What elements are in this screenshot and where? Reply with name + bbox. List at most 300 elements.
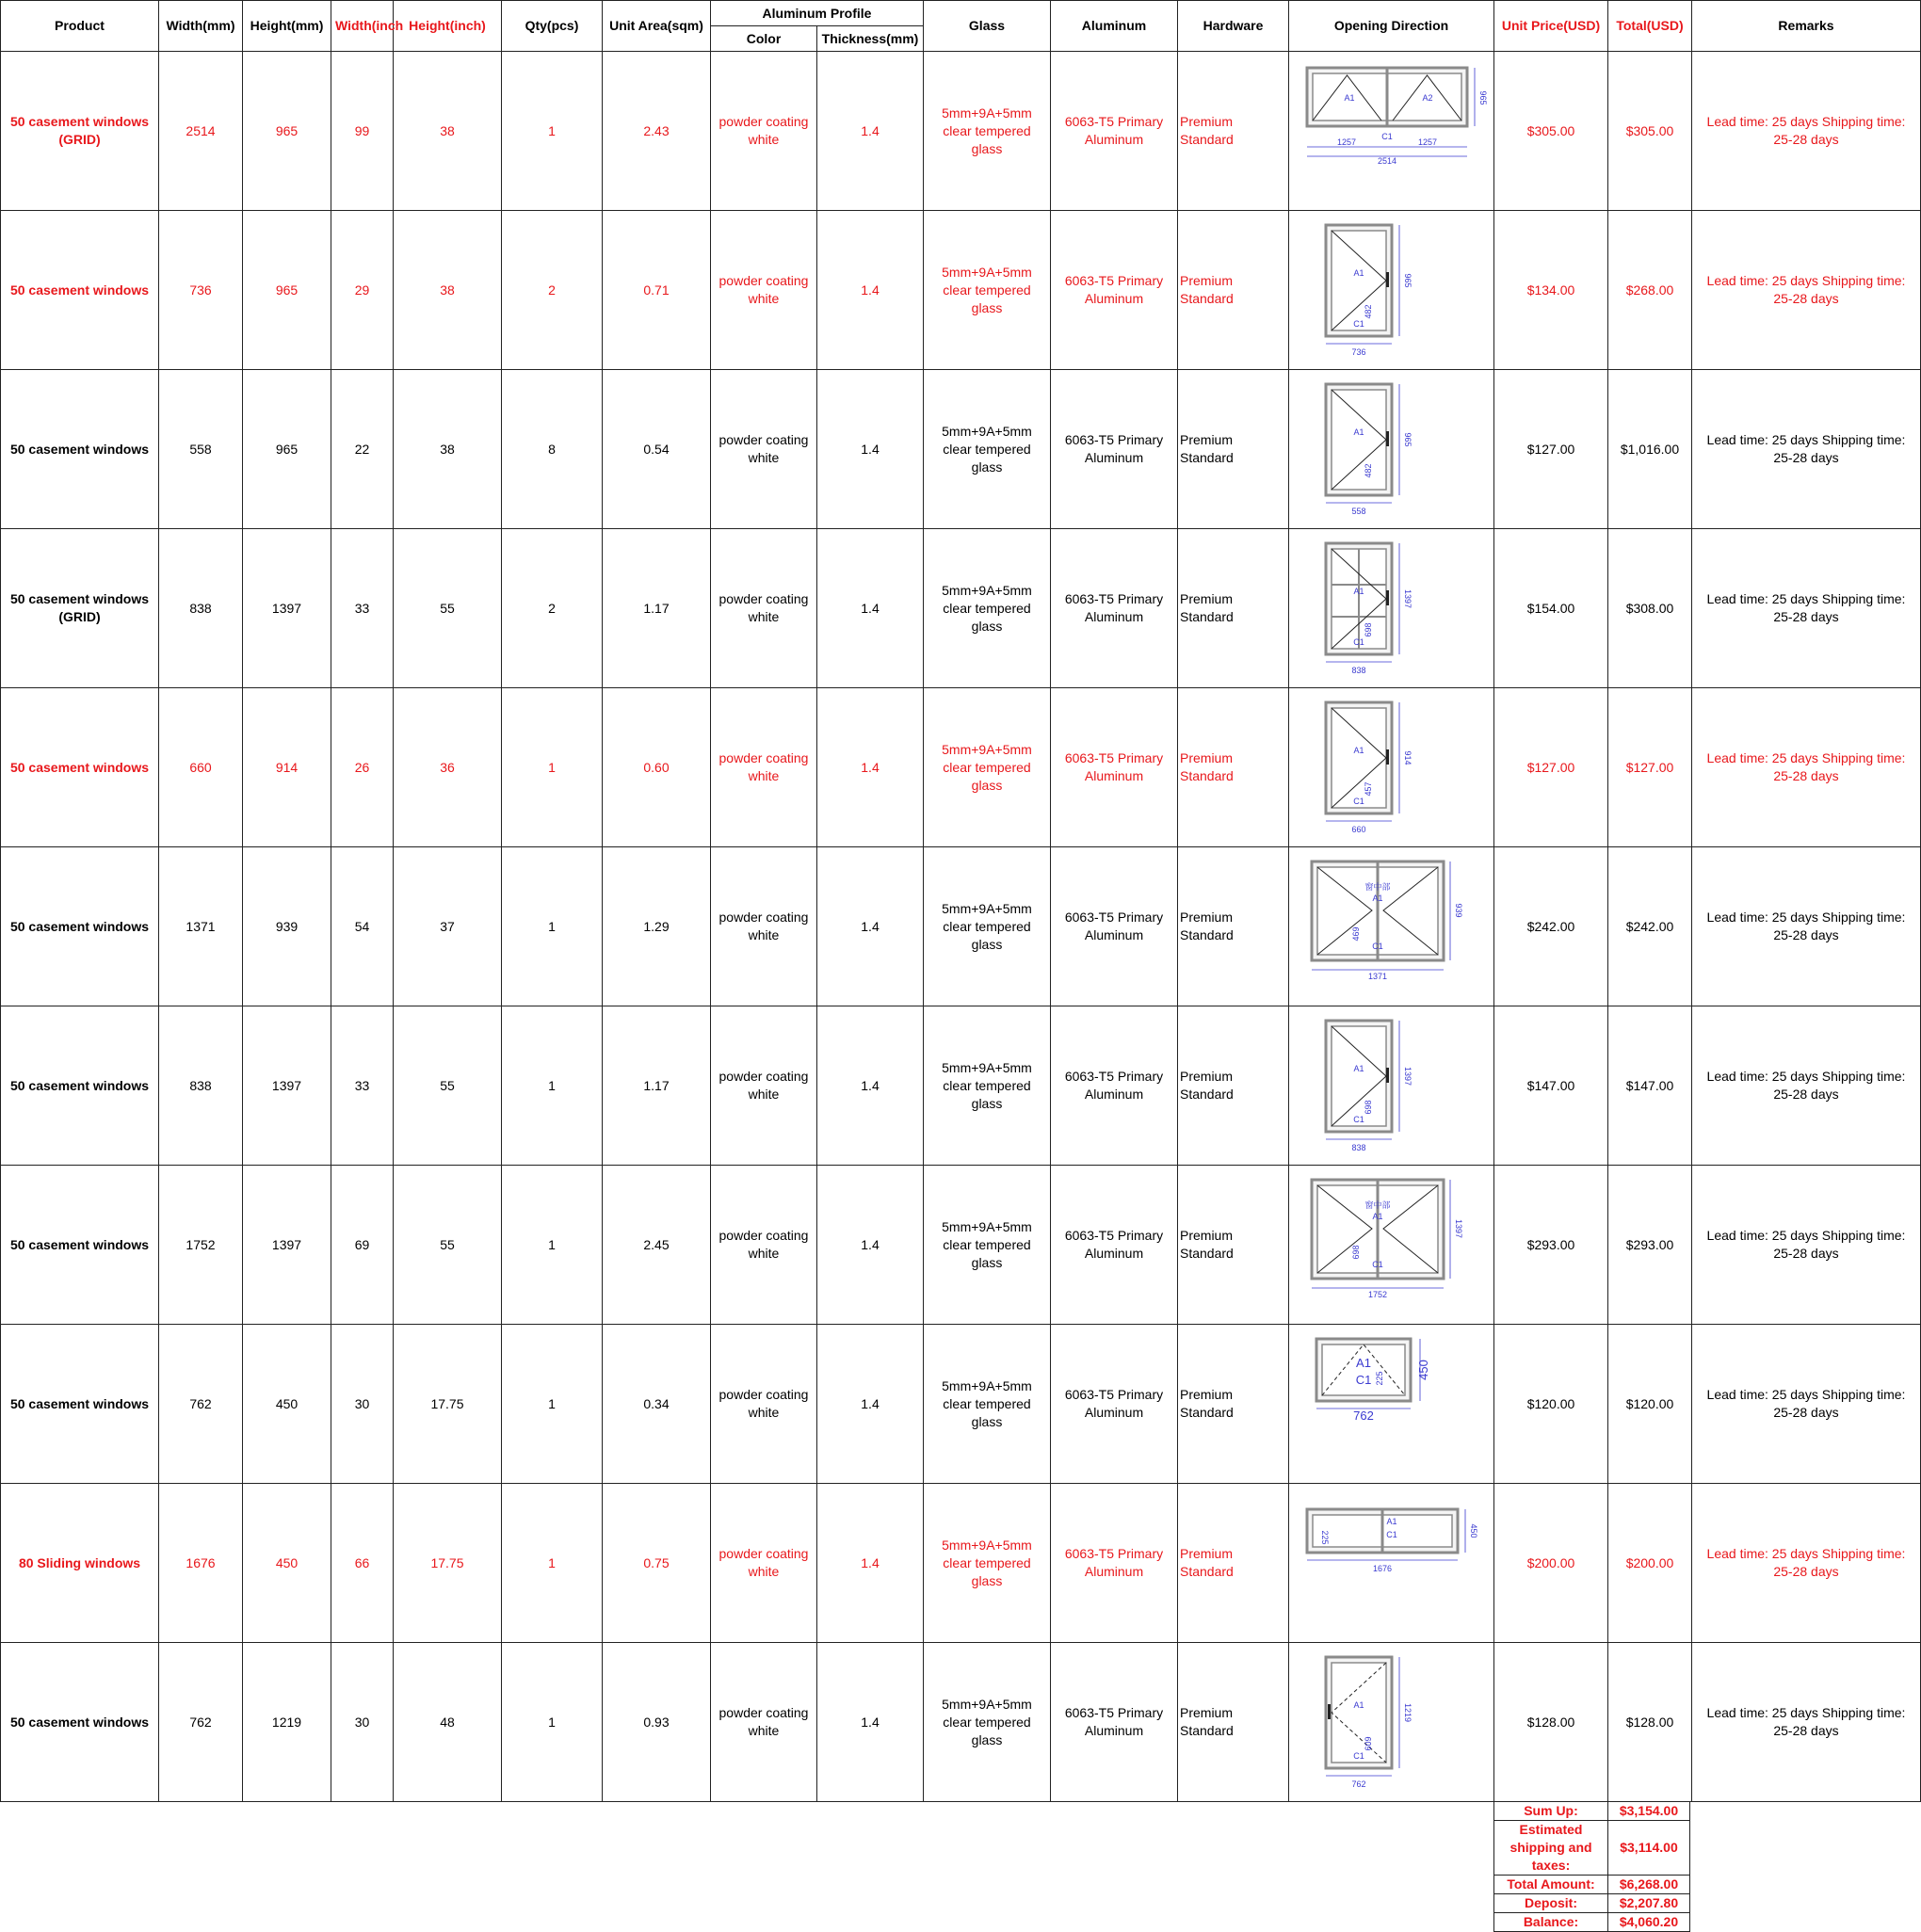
cell-unit-price: $134.00 (1494, 211, 1608, 370)
cell-unit-price: $147.00 (1494, 1006, 1608, 1166)
cell-qty: 1 (502, 1643, 603, 1802)
cell-product: 50 casement windows (1, 688, 159, 847)
window-diagram-svg (1298, 1013, 1486, 1159)
cell-total: $147.00 (1608, 1006, 1692, 1166)
diagram-label: 736 (1350, 346, 1366, 357)
cell-hardware: Premium Standard (1178, 847, 1289, 1006)
cell-glass: 5mm+9A+5mm clear tempered glass (924, 211, 1051, 370)
header-height-inch: Height(inch) (394, 1, 502, 52)
cell-aluminum: 6063-T5 Primary Aluminum (1051, 1484, 1178, 1643)
cell-product: 80 Sliding windows (1, 1484, 159, 1643)
cell-unit-area: 1.17 (603, 529, 711, 688)
diagram-label: 1676 (1372, 1563, 1392, 1573)
cell-qty: 1 (502, 1006, 603, 1166)
cell-hardware: Premium Standard (1178, 211, 1289, 370)
diagram-label: 558 (1350, 506, 1366, 516)
cell-glass: 5mm+9A+5mm clear tempered glass (924, 1325, 1051, 1484)
window-diagram (1326, 225, 1412, 357)
diagram-label: 窗中部 (1364, 881, 1391, 892)
cell-glass: 5mm+9A+5mm clear tempered glass (924, 529, 1051, 688)
cell-remarks: Lead time: 25 days Shipping time: 25-28 days (1692, 529, 1921, 688)
cell-remarks: Lead time: 25 days Shipping time: 25-28 days (1692, 1325, 1921, 1484)
cell-width-mm: 762 (159, 1643, 243, 1802)
header-opening-direction: Opening Direction (1289, 1, 1494, 52)
cell-product: 50 casement windows (GRID) (1, 52, 159, 211)
cell-glass: 5mm+9A+5mm clear tempered glass (924, 1484, 1051, 1643)
cell-aluminum: 6063-T5 Primary Aluminum (1051, 370, 1178, 529)
cell-thickness: 1.4 (817, 688, 924, 847)
diagram-label: C1 (1352, 1114, 1364, 1124)
diagram-label: A1 (1343, 92, 1355, 103)
window-diagram-svg (1298, 377, 1486, 523)
cell-unit-price: $120.00 (1494, 1325, 1608, 1484)
cell-height-mm: 1397 (243, 1166, 331, 1325)
header-thickness: Thickness(mm) (817, 26, 924, 52)
cell-total: $293.00 (1608, 1166, 1692, 1325)
diagram-label: 2514 (1377, 155, 1396, 166)
cell-thickness: 1.4 (817, 847, 924, 1006)
cell-total: $120.00 (1608, 1325, 1692, 1484)
cell-height-mm: 965 (243, 370, 331, 529)
header-hardware: Hardware (1178, 1, 1289, 52)
handle-icon (1386, 749, 1389, 765)
diagram-label: C1 (1352, 796, 1364, 806)
diagram-label: 1397 (1453, 1218, 1463, 1238)
cell-thickness: 1.4 (817, 1484, 924, 1643)
table-row (1, 1166, 1921, 1325)
cell-thickness: 1.4 (817, 1006, 924, 1166)
cell-remarks: Lead time: 25 days Shipping time: 25-28 days (1692, 688, 1921, 847)
diagram-label: C1 (1380, 131, 1393, 141)
diagram-label: 838 (1350, 665, 1366, 675)
diagram-label: 450 (1415, 1359, 1430, 1380)
table-row (1, 1006, 1921, 1166)
cell-glass: 5mm+9A+5mm clear tempered glass (924, 370, 1051, 529)
diagram-label: 609 (1363, 1735, 1373, 1751)
cell-qty: 1 (502, 1484, 603, 1643)
diagram-label: 698 (1363, 1099, 1373, 1115)
cell-product: 50 casement windows (GRID) (1, 529, 159, 688)
summary-label: Sum Up: (1494, 1802, 1608, 1821)
diagram-label: 660 (1350, 824, 1366, 834)
cell-total: $128.00 (1608, 1643, 1692, 1802)
cell-color: powder coating white (711, 1006, 817, 1166)
cell-height-inch: 55 (394, 1006, 502, 1166)
cell-height-inch: 17.75 (394, 1325, 502, 1484)
cell-height-mm: 1397 (243, 529, 331, 688)
cell-qty: 1 (502, 52, 603, 211)
cell-unit-price: $200.00 (1494, 1484, 1608, 1643)
opening-direction-cell (1289, 847, 1494, 1006)
cell-thickness: 1.4 (817, 52, 924, 211)
diagram-label: 965 (1402, 272, 1412, 288)
window-diagram (1316, 1339, 1430, 1423)
cell-hardware: Premium Standard (1178, 688, 1289, 847)
cell-total: $268.00 (1608, 211, 1692, 370)
window-diagram-svg (1298, 1490, 1486, 1636)
cell-remarks: Lead time: 25 days Shipping time: 25-28 days (1692, 370, 1921, 529)
cell-aluminum: 6063-T5 Primary Aluminum (1051, 1006, 1178, 1166)
cell-total: $127.00 (1608, 688, 1692, 847)
cell-qty: 1 (502, 688, 603, 847)
cell-product: 50 casement windows (1, 1325, 159, 1484)
cell-width-inch: 33 (331, 1006, 394, 1166)
table-row (1, 1325, 1921, 1484)
cell-qty: 2 (502, 529, 603, 688)
cell-unit-area: 1.17 (603, 1006, 711, 1166)
cell-glass: 5mm+9A+5mm clear tempered glass (924, 1006, 1051, 1166)
diagram-label: 窗中部 (1364, 1199, 1391, 1210)
diagram-label: A1 (1352, 586, 1364, 596)
opening-direction-cell (1289, 1643, 1494, 1802)
diagram-label: A1 (1371, 1211, 1383, 1221)
cell-aluminum: 6063-T5 Primary Aluminum (1051, 688, 1178, 847)
cell-thickness: 1.4 (817, 1325, 924, 1484)
window-diagram (1326, 543, 1412, 675)
summary-value: $6,268.00 (1608, 1876, 1690, 1894)
opening-direction-cell (1289, 211, 1494, 370)
diagram-label: 482 (1363, 462, 1373, 478)
handle-icon (1386, 272, 1389, 287)
header-width-mm: Width(mm) (159, 1, 243, 52)
cell-unit-area: 2.45 (603, 1166, 711, 1325)
cell-color: powder coating white (711, 370, 817, 529)
summary-value: $3,114.00 (1608, 1821, 1690, 1876)
summary-label: Deposit: (1494, 1894, 1608, 1913)
cell-color: powder coating white (711, 1643, 817, 1802)
cell-height-inch: 17.75 (394, 1484, 502, 1643)
table-row (1, 52, 1921, 211)
cell-aluminum: 6063-T5 Primary Aluminum (1051, 211, 1178, 370)
cell-total: $1,016.00 (1608, 370, 1692, 529)
opening-direction-cell (1289, 529, 1494, 688)
cell-thickness: 1.4 (817, 529, 924, 688)
table-row (1, 211, 1921, 370)
header-qty: Qty(pcs) (502, 1, 603, 52)
handle-icon (1328, 1704, 1331, 1719)
diagram-label: 457 (1363, 781, 1373, 797)
cell-width-mm: 838 (159, 1006, 243, 1166)
diagram-label: C1 (1355, 1372, 1371, 1387)
summary-row (1494, 1821, 1690, 1876)
diagram-label: A2 (1421, 92, 1433, 103)
cell-unit-area: 0.34 (603, 1325, 711, 1484)
window-diagram (1326, 1021, 1412, 1152)
diagram-label: 482 (1363, 303, 1373, 319)
diagram-label: C1 (1352, 636, 1364, 647)
summary-row (1494, 1894, 1690, 1913)
cell-height-inch: 48 (394, 1643, 502, 1802)
summary-value: $3,154.00 (1608, 1802, 1690, 1821)
header-unit-price: Unit Price(USD) (1494, 1, 1608, 52)
cell-qty: 1 (502, 1166, 603, 1325)
header-aluminum-profile: Aluminum Profile (711, 1, 924, 26)
cell-height-inch: 37 (394, 847, 502, 1006)
diagram-label: 914 (1402, 749, 1412, 765)
diagram-label: A1 (1352, 267, 1364, 278)
opening-direction-cell (1289, 370, 1494, 529)
cell-width-mm: 2514 (159, 52, 243, 211)
diagram-label: 225 (1374, 1370, 1384, 1386)
diagram-label: C1 (1371, 1259, 1383, 1269)
window-diagram-svg (1298, 217, 1486, 363)
cell-width-inch: 99 (331, 52, 394, 211)
cell-qty: 1 (502, 847, 603, 1006)
cell-unit-area: 0.71 (603, 211, 711, 370)
cell-aluminum: 6063-T5 Primary Aluminum (1051, 529, 1178, 688)
window-diagram (1326, 384, 1412, 516)
summary-row (1494, 1802, 1690, 1821)
cell-unit-price: $128.00 (1494, 1643, 1608, 1802)
cell-color: powder coating white (711, 211, 817, 370)
cell-thickness: 1.4 (817, 211, 924, 370)
cell-height-inch: 55 (394, 1166, 502, 1325)
window-diagram (1312, 861, 1463, 981)
cell-unit-price: $127.00 (1494, 370, 1608, 529)
cell-height-inch: 36 (394, 688, 502, 847)
window-diagram (1307, 1509, 1478, 1573)
header-width-inch: Width(inch (331, 1, 394, 52)
window-glass (1322, 1344, 1405, 1395)
diagram-label: 939 (1453, 902, 1463, 918)
window-diagram-svg (1298, 1331, 1486, 1477)
window-diagram-svg (1298, 58, 1486, 204)
cell-remarks: Lead time: 25 days Shipping time: 25-28 days (1692, 211, 1921, 370)
cell-product: 50 casement windows (1, 847, 159, 1006)
diagram-label: 698 (1363, 621, 1373, 637)
cell-width-mm: 660 (159, 688, 243, 847)
cell-width-inch: 66 (331, 1484, 394, 1643)
cell-aluminum: 6063-T5 Primary Aluminum (1051, 847, 1178, 1006)
window-diagram (1326, 1657, 1412, 1789)
diagram-label: 1257 (1417, 137, 1437, 147)
cell-qty: 8 (502, 370, 603, 529)
window-glass (1332, 1663, 1386, 1763)
cell-hardware: Premium Standard (1178, 529, 1289, 688)
summary-value: $4,060.20 (1608, 1913, 1690, 1932)
handle-icon (1386, 1068, 1389, 1083)
diagram-label: 698 (1350, 1244, 1361, 1260)
cell-width-inch: 22 (331, 370, 394, 529)
cell-unit-price: $242.00 (1494, 847, 1608, 1006)
cell-height-inch: 38 (394, 370, 502, 529)
cell-hardware: Premium Standard (1178, 1484, 1289, 1643)
cell-color: powder coating white (711, 1166, 817, 1325)
cell-remarks: Lead time: 25 days Shipping time: 25-28 days (1692, 1006, 1921, 1166)
cell-height-mm: 1397 (243, 1006, 331, 1166)
diagram-label: 450 (1468, 1522, 1478, 1538)
diagram-label: 1397 (1402, 588, 1412, 608)
cell-glass: 5mm+9A+5mm clear tempered glass (924, 688, 1051, 847)
cell-glass: 5mm+9A+5mm clear tempered glass (924, 52, 1051, 211)
cell-product: 50 casement windows (1, 1006, 159, 1166)
cell-height-mm: 939 (243, 847, 331, 1006)
header-height-mm: Height(mm) (243, 1, 331, 52)
cell-remarks: Lead time: 25 days Shipping time: 25-28 days (1692, 847, 1921, 1006)
header-aluminum: Aluminum (1051, 1, 1178, 52)
cell-width-mm: 558 (159, 370, 243, 529)
window-diagram-svg (1298, 1650, 1486, 1795)
cell-hardware: Premium Standard (1178, 1006, 1289, 1166)
cell-height-mm: 450 (243, 1484, 331, 1643)
cell-thickness: 1.4 (817, 370, 924, 529)
cell-unit-area: 1.29 (603, 847, 711, 1006)
cell-aluminum: 6063-T5 Primary Aluminum (1051, 52, 1178, 211)
handle-icon (1386, 431, 1389, 446)
cell-unit-price: $154.00 (1494, 529, 1608, 688)
diagram-label: A1 (1352, 427, 1364, 437)
cell-color: powder coating white (711, 1325, 817, 1484)
window-diagram (1326, 702, 1412, 834)
opening-direction-cell (1289, 1166, 1494, 1325)
window-diagram (1312, 1180, 1463, 1299)
diagram-label: 1371 (1367, 971, 1387, 981)
cell-height-mm: 965 (243, 52, 331, 211)
header-color: Color (711, 26, 817, 52)
cell-color: powder coating white (711, 688, 817, 847)
cell-width-mm: 1371 (159, 847, 243, 1006)
summary-row (1494, 1876, 1690, 1894)
window-glass (1332, 1026, 1386, 1126)
window-glass (1332, 390, 1386, 490)
cell-aluminum: 6063-T5 Primary Aluminum (1051, 1643, 1178, 1802)
cell-total: $200.00 (1608, 1484, 1692, 1643)
diagram-label: A1 (1352, 1699, 1364, 1710)
cell-color: powder coating white (711, 529, 817, 688)
diagram-label: 762 (1350, 1779, 1366, 1789)
cell-hardware: Premium Standard (1178, 1643, 1289, 1802)
cell-height-mm: 914 (243, 688, 331, 847)
cell-height-inch: 38 (394, 52, 502, 211)
opening-direction-cell (1289, 688, 1494, 847)
cell-unit-price: $305.00 (1494, 52, 1608, 211)
opening-direction-cell (1289, 1484, 1494, 1643)
cell-unit-area: 0.93 (603, 1643, 711, 1802)
cell-width-mm: 1752 (159, 1166, 243, 1325)
diagram-label: 965 (1477, 89, 1488, 105)
cell-width-inch: 26 (331, 688, 394, 847)
header-glass: Glass (924, 1, 1051, 52)
window-diagram-svg (1298, 695, 1486, 841)
table-row (1, 1643, 1921, 1802)
cell-qty: 2 (502, 211, 603, 370)
cell-unit-area: 0.60 (603, 688, 711, 847)
cell-hardware: Premium Standard (1178, 1166, 1289, 1325)
window-diagram (1307, 68, 1488, 166)
cell-height-mm: 1219 (243, 1643, 331, 1802)
diagram-label: A1 (1352, 1063, 1364, 1073)
cell-color: powder coating white (711, 847, 817, 1006)
diagram-label: C1 (1352, 318, 1364, 329)
cell-height-mm: 965 (243, 211, 331, 370)
diagram-label: A1 (1355, 1355, 1371, 1370)
cell-total: $308.00 (1608, 529, 1692, 688)
cell-width-inch: 29 (331, 211, 394, 370)
cell-width-mm: 762 (159, 1325, 243, 1484)
cell-product: 50 casement windows (1, 370, 159, 529)
cell-width-mm: 1676 (159, 1484, 243, 1643)
header-remarks: Remarks (1692, 1, 1921, 52)
cell-glass: 5mm+9A+5mm clear tempered glass (924, 847, 1051, 1006)
header-total: Total(USD) (1608, 1, 1692, 52)
cell-aluminum: 6063-T5 Primary Aluminum (1051, 1166, 1178, 1325)
cell-hardware: Premium Standard (1178, 1325, 1289, 1484)
cell-glass: 5mm+9A+5mm clear tempered glass (924, 1166, 1051, 1325)
diagram-label: 469 (1350, 926, 1361, 942)
cell-hardware: Premium Standard (1178, 370, 1289, 529)
cell-thickness: 1.4 (817, 1166, 924, 1325)
cell-product: 50 casement windows (1, 211, 159, 370)
summary-value: $2,207.80 (1608, 1894, 1690, 1913)
window-glass (1332, 231, 1386, 330)
summary-label: Estimated shipping and taxes: (1494, 1821, 1608, 1876)
cell-qty: 1 (502, 1325, 603, 1484)
cell-remarks: Lead time: 25 days Shipping time: 25-28 days (1692, 1166, 1921, 1325)
diagram-label: C1 (1371, 941, 1383, 951)
cell-unit-area: 0.54 (603, 370, 711, 529)
summary-row (1494, 1913, 1690, 1932)
table-row (1, 1484, 1921, 1643)
cell-color: powder coating white (711, 1484, 817, 1643)
cell-width-mm: 838 (159, 529, 243, 688)
handle-icon (1386, 590, 1389, 605)
diagram-label: 762 (1352, 1408, 1374, 1423)
cell-thickness: 1.4 (817, 1643, 924, 1802)
diagram-label: 1257 (1336, 137, 1356, 147)
table-row (1, 847, 1921, 1006)
cell-hardware: Premium Standard (1178, 52, 1289, 211)
table-row (1, 688, 1921, 847)
cell-color: powder coating white (711, 52, 817, 211)
cell-product: 50 casement windows (1, 1166, 159, 1325)
header-unit-area: Unit Area(sqm) (603, 1, 711, 52)
opening-direction-cell (1289, 1325, 1494, 1484)
diagram-label: 838 (1350, 1142, 1366, 1152)
table-row (1, 529, 1921, 688)
diagram-label: 1219 (1402, 1702, 1412, 1722)
cell-aluminum: 6063-T5 Primary Aluminum (1051, 1325, 1178, 1484)
cell-width-inch: 30 (331, 1325, 394, 1484)
diagram-label: 965 (1402, 431, 1412, 447)
summary-label: Total Amount: (1494, 1876, 1608, 1894)
cell-height-mm: 450 (243, 1325, 331, 1484)
opening-direction-cell (1289, 1006, 1494, 1166)
diagram-label: A1 (1352, 745, 1364, 755)
cell-width-inch: 33 (331, 529, 394, 688)
table-row (1, 370, 1921, 529)
cell-height-inch: 55 (394, 529, 502, 688)
window-glass (1332, 708, 1386, 808)
diagram-label: C1 (1385, 1529, 1397, 1539)
cell-width-mm: 736 (159, 211, 243, 370)
cell-remarks: Lead time: 25 days Shipping time: 25-28 days (1692, 1484, 1921, 1643)
cell-unit-price: $293.00 (1494, 1166, 1608, 1325)
diagram-label: 1752 (1367, 1289, 1387, 1299)
cell-height-inch: 38 (394, 211, 502, 370)
opening-direction-cell (1289, 52, 1494, 211)
cell-remarks: Lead time: 25 days Shipping time: 25-28 days (1692, 52, 1921, 211)
summary-label: Balance: (1494, 1913, 1608, 1932)
summary-table (1493, 1801, 1690, 1932)
diagram-label: C1 (1352, 1750, 1364, 1761)
header-product: Product (1, 1, 159, 52)
cell-unit-area: 0.75 (603, 1484, 711, 1643)
window-diagram-svg (1298, 536, 1486, 682)
cell-width-inch: 69 (331, 1166, 394, 1325)
diagram-label: A1 (1385, 1516, 1397, 1526)
cell-total: $242.00 (1608, 847, 1692, 1006)
diagram-label: 1397 (1402, 1066, 1412, 1086)
